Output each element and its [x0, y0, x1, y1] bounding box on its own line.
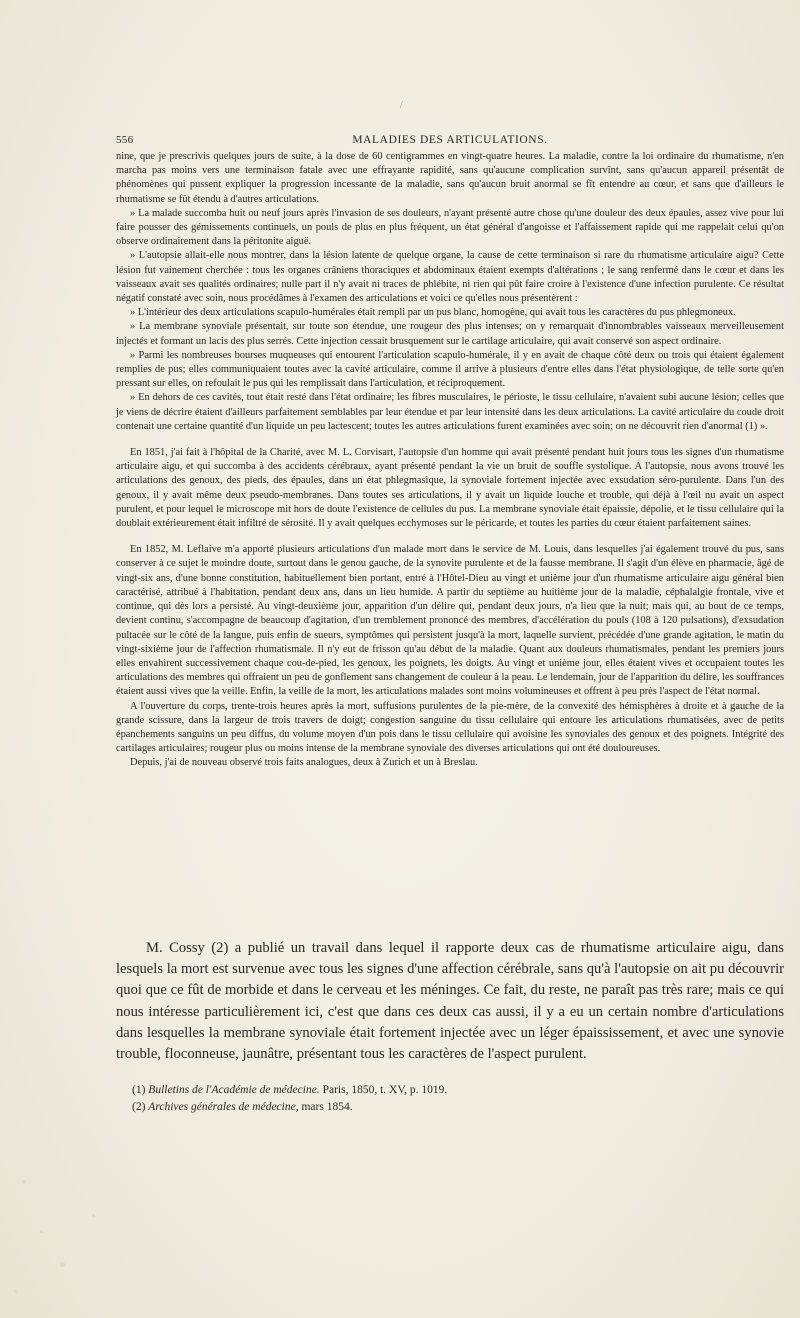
stray-mark: /: [400, 100, 403, 111]
footnote-marker: (1): [132, 1084, 146, 1096]
footnote: [132, 1082, 692, 1099]
page-number: 556: [116, 134, 134, 146]
paragraph: » Parmi les nombreuses bourses muqueuses qui entourent l'articulation scapulo-humérale, il y en avait de chaque côté deux ou trois qui étaient également remplies de pus; elles communiquaient toutes avec la cavité articulaire, comme il arrive à plusieurs d'entre elles dans l'état physiologique, de telle sorte qu'en pressant sur elles, on refoulait le pus qui les remplissait dans l'articulation, et réciproquement.: [116, 349, 784, 390]
paragraph: A l'ouverture du corps, trente-trois heures après la mort, suffusions purulentes de la pie-mère, de la convexité des hémisphères à droite et à gauche de la grande scissure, dans la largeur de trois travers de doigt; congestion sanguine du tissu cellulaire qui entoure les articulations rhumatisées, avec de petits épanchements sanguins un peu diffus, du volume moyen d'un pois dans le tissu cellulaire qui avoisine les synoviales des genoux et des poignets. Intégrité des cartilages articulaires; rougeur plus ou moins intense de la membrane synoviale des diverses articulations qui ont été douloureuses.: [116, 700, 784, 755]
paragraph: » La membrane synoviale présentait, sur toute son étendue, une rougeur des plus intenses; on y remarquait d'innombrables vaisseaux merveilleusement injectés et formant un lacis des plus serrés. Cette injection cessait brusquement sur le cartilage articulaire, qui avait conservé son aspect ordinaire.: [116, 321, 784, 347]
paragraph: En 1851, j'ai fait à l'hôpital de la Charité, avec M. L. Corvisart, l'autopsie d'un homme qui avait présenté pendant huit jours tous les signes d'un rhumatisme articulaire aigu, et qui succomba à des accidents cérébraux, ayant présenté pendant la vie un bruit de souffle systolique. A l'autopsie, nous avons trouvé les articulations des genoux, des pieds, des épaules, dans un état phlegmasique, la synoviale fortement injectée avec exsudation séro-purulente. Dans l'un des genoux, il y avait même deux pseudo-membranes. Dans toutes ses articulations, il y avait un liquide louche et trouble, qui déjà à l'œil nu avait un aspect purulent, et pour lequel le microscope mit hors de doute l'existence de cellules du pus. La membrane synoviale était épaissie, dépolie, et le tissu cellulaire qui la doublait extérieurement était infiltré de sérosité. Il y avait quelques ecchymoses sur le péricarde, et toutes les parties du cœur étaient parfaitement saines.: [116, 447, 784, 530]
paper-speckle: [14, 1290, 17, 1293]
paragraph: En 1852, M. Leflaive m'a apporté plusieurs articulations d'un malade mort dans le service de M. Louis, dans lesquelles j'ai également trouvé du pus, sans conserver à ce sujet le moindre doute, surtout dans le genou gauche, de la synovite purulente et de la fausse membrane. Il s'agit d'un élève en pharmacie, âgé de vingt-six ans, d'une bonne constitution, habituellement bien portant, entré à l'Hôtel-Dieu au vingt et unième jour d'un rhumatisme articulaire aigu général bien caractérisé, attribué à l'habitation, pendant deux ans, dans un lieu humide. A partir du septième au huitième jour de la maladie, céphalalgie frontale, vive et continue, qui dès lors a persisté. Au vingt-deuxième jour, apparition d'un délire qui, pendant deux jours, n'a lieu que la nuit; mais qui, au bout de ce temps, devient continu, s'accompagne de beaucoup d'agitation, d'un tremblement prononcé des membres, d'accélération du pouls (108 à 120 pulsations), d'exsudation pultacée sur le côté de la langue, puis enfin de sueurs, symptômes qui persistent jusqu'à la mort, laquelle survient, précédée d'une grande agitation, le matin du vingt-sixième jour de l'affection rhumatismale. Il n'y eut de frisson qu'au début de la maladie. Quant aux douleurs rhumatismales, pendant les premiers jours elles envahirent successivement chaque cou-de-pied, les genoux, les poignets, les doigts. Au vingt et unième jour, elles étaient vives et occupaient toutes les articulations des membres qui offraient un peu de gonflement sans changement de couleur à la peau. Le lendemain, jour de l'apparition du délire, les souffrances étaient aussi vives que la veille. Enfin, la veille de la mort, les articulations malades sont moins volumineuses et offrent à peu près l'aspect de l'état normal.: [116, 544, 784, 698]
footnote-source: Bulletins de l'Académie de médecine.: [148, 1084, 320, 1096]
paragraph: » L'autopsie allait-elle nous montrer, dans la lésion latente de quelque organe, la cause de cette terminaison si rare du rhumatisme articulaire aigu? Cette lésion fut vainement cherchée : tous les organes crâniens thoraciques et abdominaux étaient exempts d'altérations ; le sang renfermé dans le cœur et dans les vaisseaux avait ses qualités ordinaires; nulle part il n'y avait ni traces de phlébite, ni rien qui pût faire croire à l'existence d'une infection purulente. Ce résultat négatif constaté avec soin, nous procédâmes à l'examen des articulations et voici ce qu'elles nous présentèrent :: [116, 250, 784, 305]
footnote-source: Archives générales de médecine,: [148, 1101, 299, 1113]
paper-speckle: [22, 1180, 26, 1184]
paragraph: Depuis, j'ai de nouveau observé trois faits analogues, deux à Zurich et un à Breslau.: [130, 757, 478, 769]
paragraph: » En dehors de ces cavités, tout était resté dans l'état ordinaire; les fibres musculaires, le périoste, le tissu cellulaire, n'avaient subi aucune lésion; celles que je viens de décrire étaient d'ailleurs parfaitement semblables par leur étendue et par leur intensité dans les deux articulations. La cavité articulaire du coude droit contenait une certaine quantité d'un liquide un peu lactescent; toutes les autres articulations furent examinées avec soin; on ne découvrit rien d'anormal (1) ».: [116, 392, 784, 432]
paragraph: » La malade succomba huit ou neuf jours après l'invasion de ses douleurs, n'ayant présenté autre chose qu'une douleur des deux épaules, assez vive pour lui faire pousser des gémissements continuels, un pouls de plus en plus fréquent, un état général d'angoisse et l'affaissement rapide qui me rappelait celui qu'on observe ordinairement dans la péritonite aiguë.: [116, 207, 784, 248]
paragraph: » L'intérieur des deux articulations scapulo-humérales était rempli par un pus blanc, homogène, qui avait tous les caractères du pus phlegmoneux.: [130, 307, 736, 319]
footnotes: [132, 1082, 692, 1116]
large-print-body: [116, 938, 784, 1065]
paragraph: nine, que je prescrivis quelques jours de suite, à la dose de 60 centigrammes en vingt-quatre heures. La maladie, contre la loi ordinaire du rhumatisme, n'en marcha pas moins vers une terminaison fatale avec une effrayante rapidité, sans qu'aucune complication survînt, sans qu'aucun appareil présentât de phénomènes qui pussent expliquer la progression incessante de la maladie, sans qu'aucun bruit anormal se fît entendre au cœur, et sans que d'ailleurs le rhumatisme se fût étendu à d'autres articulations.: [116, 151, 784, 205]
footnote-marker: (2): [132, 1101, 146, 1113]
paper-speckle: [40, 1230, 43, 1233]
footnote: [132, 1099, 692, 1116]
running-title: MALADIES DES ARTICULATIONS.: [352, 134, 548, 146]
paper-speckle: [92, 1214, 95, 1217]
footnote-details: mars 1854.: [298, 1101, 353, 1113]
paragraph-cossy: M. Cossy (2) a publié un travail dans lequel il rapporte deux cas de rhumatisme articulaire aigu, dans lesquels la mort est survenue avec tous les signes d'une affection cérébrale, sans qu'à l'autopsie on ait pu découvrir quoi que ce fût de morbide et dans le cerveau et les méninges. Ce fait, du reste, ne paraît pas très rare; mais ce qui nous intéresse particulièrement ici, c'est que dans ces deux cas aussi, il y a eu un certain nombre d'articulations dans lesquelles la membrane synoviale était fortement injectée avec un léger épaississement, et avec une synovie trouble, floconneuse, jaunâtre, présentant tous les caractères de l'aspect purulent.: [116, 940, 784, 1063]
small-print-body: [116, 150, 784, 771]
paper-speckle: [60, 1262, 65, 1267]
page-header: [116, 134, 784, 150]
footnote-details: Paris, 1850, t. XV, p. 1019.: [319, 1084, 448, 1096]
